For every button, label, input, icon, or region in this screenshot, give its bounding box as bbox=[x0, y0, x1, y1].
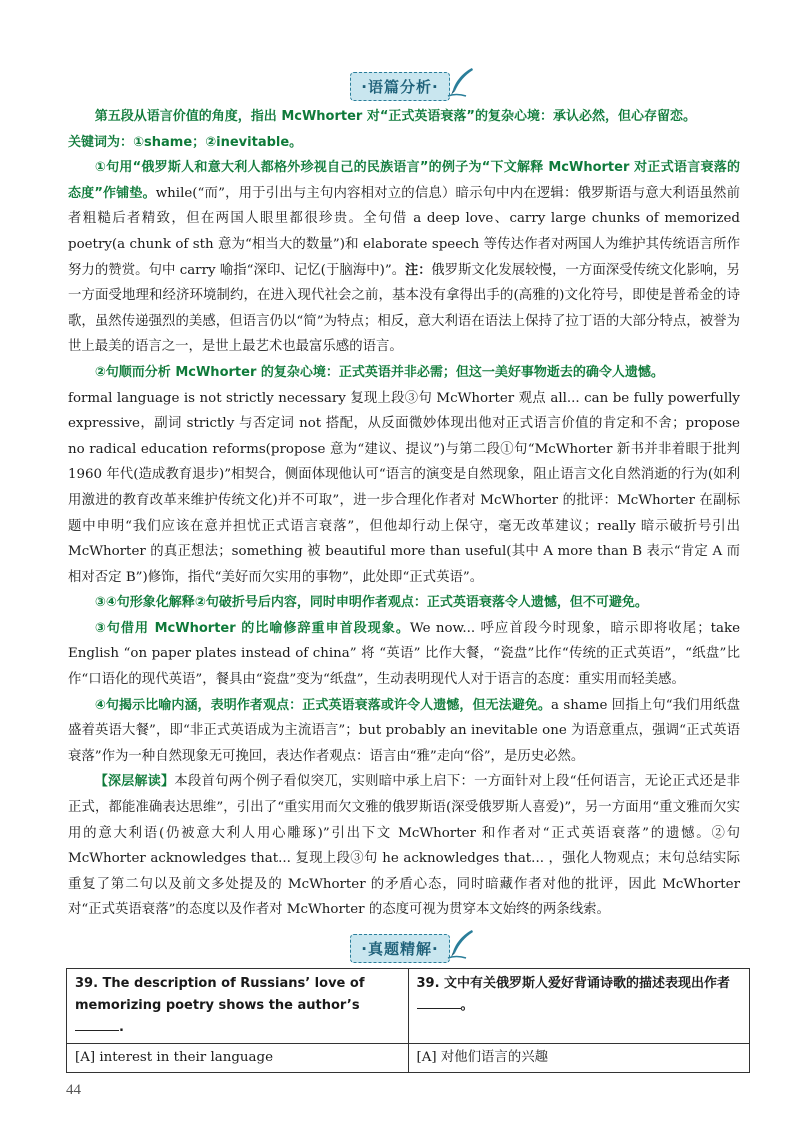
para-sentence1-body: while(“而”，用于引出与主句内容相对立的信息）暗示句中内在逻辑：俄罗斯语与意大利语虽然前者粗糙后者精致，但在两国人眼里都很珍贵。全句借 a deep love、carry large chunks of memorized poetry(a chunk of sth 意为“相当大的数量”)和 elaborate speech 等传达作者对两国人为维护其传统语言所作努力的赞赏。句中 carry 喻指“深印、记忆(于脑海中)”。 bbox=[68, 185, 740, 278]
option-a-zh: [A] 对他们语言的兴趣 bbox=[408, 1044, 750, 1073]
para-deep-reading bbox=[68, 769, 740, 923]
keywords bbox=[68, 130, 740, 156]
para-sentence2-body: formal language is not strictly necessary 复现上段③句 McWhorter 观点 all... can be fully powerfully expressive，副词 strictly 与否定词 not 搭配，从反面微妙体现出他对正式语言价值的肯定和不舍；propose no radical education reforms(propose 意为“建议、提议”)与第二段①句“McWhorter 新书并非着眼于批判 1960 年代(造成教育退步)”相契合，侧面体现他认可“语言的演变是自然现象，阻止语言文化自然消逝的行为(如利用激进的教育改革来维护传统文化)并不可取”，进一步合理化作者对 McWhorter 的批评：McWhorter 在副标题中申明“我们应该在意并担忧正式语言衰落”，但他却行动上保守，毫无改革建议；really 暗示破折号引出 McWhorter 的真正想法；something 被 beautiful more than useful(其中 A more than B 表示“肯定 A 而相对否定 B”)修饰，指代“美好而欠实用的事物”，此处即“正式英语”。 bbox=[68, 390, 740, 585]
table-row bbox=[67, 1044, 750, 1073]
answer-blank bbox=[75, 1018, 119, 1031]
option-a-en: [A] interest in their language bbox=[67, 1044, 409, 1073]
section-title: ·语篇分析· bbox=[350, 72, 449, 101]
note-text: 俄罗斯文化发展较慢，一方面深受传统文化影响，另一方面受地理和经济环境制约，在进入现代社会之前，基本没有拿得出手的(高雅的)文化符号，即使是普希金的诗歌，虽然传递强烈的美感，但语言仍以“简”为特点；相反，意大利语在语法上保持了拉丁语的大部分特点，被誉为世上最美的语言之一，是世上最艺术也最富乐感的语言。 bbox=[68, 262, 740, 355]
para-sentence4 bbox=[68, 693, 740, 770]
para-sentence3-lead: ③句借用 McWhorter 的比喻修辞重申首段现象。 bbox=[94, 620, 410, 636]
question-stem-zh: 39. 文中有关俄罗斯人爱好背诵诗歌的描述表现出作者。 bbox=[408, 969, 750, 1044]
para-sentence2-lead: ②句顺而分析 McWhorter 的复杂心境：正式英语并非必需；但这一美好事物逝去的确令人遗憾。 bbox=[94, 364, 664, 380]
keywords-text: 关键词为：①shame；②inevitable。 bbox=[68, 134, 303, 150]
para-sentence1-lead: ①句用“俄罗斯人和意大利人都格外珍视自己的民族语言”的例子为“下文解释 McWhorter 对正式语言衰落的态度”作铺垫。 bbox=[68, 160, 740, 201]
para-intro-lead: 第五段从语言价值的角度，指出 McWhorter 对“正式英语衰落”的复杂心境：承认必然，但心存留恋。 bbox=[94, 109, 696, 124]
page-number: 44 bbox=[66, 1082, 81, 1098]
para-sentence34-lead: ③④句形象化解释②句破折号后内容，同时申明作者观点：正式英语衰落令人遗憾，但不可避免。 bbox=[94, 595, 648, 611]
para-sentence4-body: a shame 回指上句“我们用纸盘盛着英语大餐”，即“非正式英语成为主流语言”；but probably an inevitable one 为语意重点，强调“正式英语衰落”作为一种自然现象无可挽回，表达作者观点：语言由“雅”走向“俗”，是历史必然。 bbox=[68, 697, 740, 764]
question-stem-en: 39. The description of Russians’ love of memorizing poetry shows the author’s . bbox=[67, 969, 409, 1044]
note-label: 注： bbox=[405, 262, 432, 278]
question-table bbox=[66, 968, 750, 1073]
analysis-content bbox=[68, 104, 740, 923]
para-sentence2 bbox=[68, 360, 740, 386]
table-row bbox=[67, 969, 750, 1044]
para-sentence4-lead: ④句揭示比喻内涵，表明作者观点：正式英语衰落或许令人遗憾，但无法避免。 bbox=[94, 697, 552, 713]
quill-pen-icon bbox=[446, 66, 476, 98]
para-sentence34 bbox=[68, 590, 740, 616]
section-banner-analysis bbox=[0, 70, 800, 102]
section-title: ·真题精解· bbox=[350, 934, 449, 963]
section-banner-questions bbox=[0, 932, 800, 964]
answer-blank bbox=[417, 996, 461, 1009]
para-intro bbox=[68, 104, 740, 130]
para-sentence1 bbox=[68, 155, 740, 360]
deep-reading-label: 【深层解读】 bbox=[94, 774, 175, 790]
para-sentence3 bbox=[68, 616, 740, 693]
quill-pen-icon bbox=[446, 928, 476, 960]
deep-reading-body: 本段首句两个例子看似突兀，实则暗中承上启下：一方面针对上段“任何语言，无论正式还是非正式，都能准确表达思维”，引出了“重实用而欠文雅的俄罗斯语(深受俄罗斯人喜爱)”，另一方面用“重文雅而欠实用的意大利语(仍被意大利人用心雕琢)”引出下文 McWhorter 和作者对“正式英语衰落”的遗憾。②句 McWhorter acknowledges that... 复现上段③句 he acknowledges that... ，强化人物观点；末句总结实际重复了第二句以及前文多处提及的 McWhorter 的矛盾心态，同时暗藏作者对他的批评，因此 McWhorter 对“正式英语衰落”的态度以及作者对 McWhorter 的态度可视为贯穿本文始终的两条线索。 bbox=[68, 774, 740, 918]
para-sentence2-body-wrap bbox=[68, 386, 740, 591]
para-sentence3-body: We now... 呼应首段今时现象，暗示即将收尾；take English “on paper plates instead of china” 将 “英语” 比作大餐，“瓷盘”比作“传统的正式英语”，“纸盘”比作“口语化的现代英语”，餐具由“瓷盘”变为“纸盘”，生动表明现代人对于语言的态度：重实用而轻美感。 bbox=[68, 620, 740, 688]
